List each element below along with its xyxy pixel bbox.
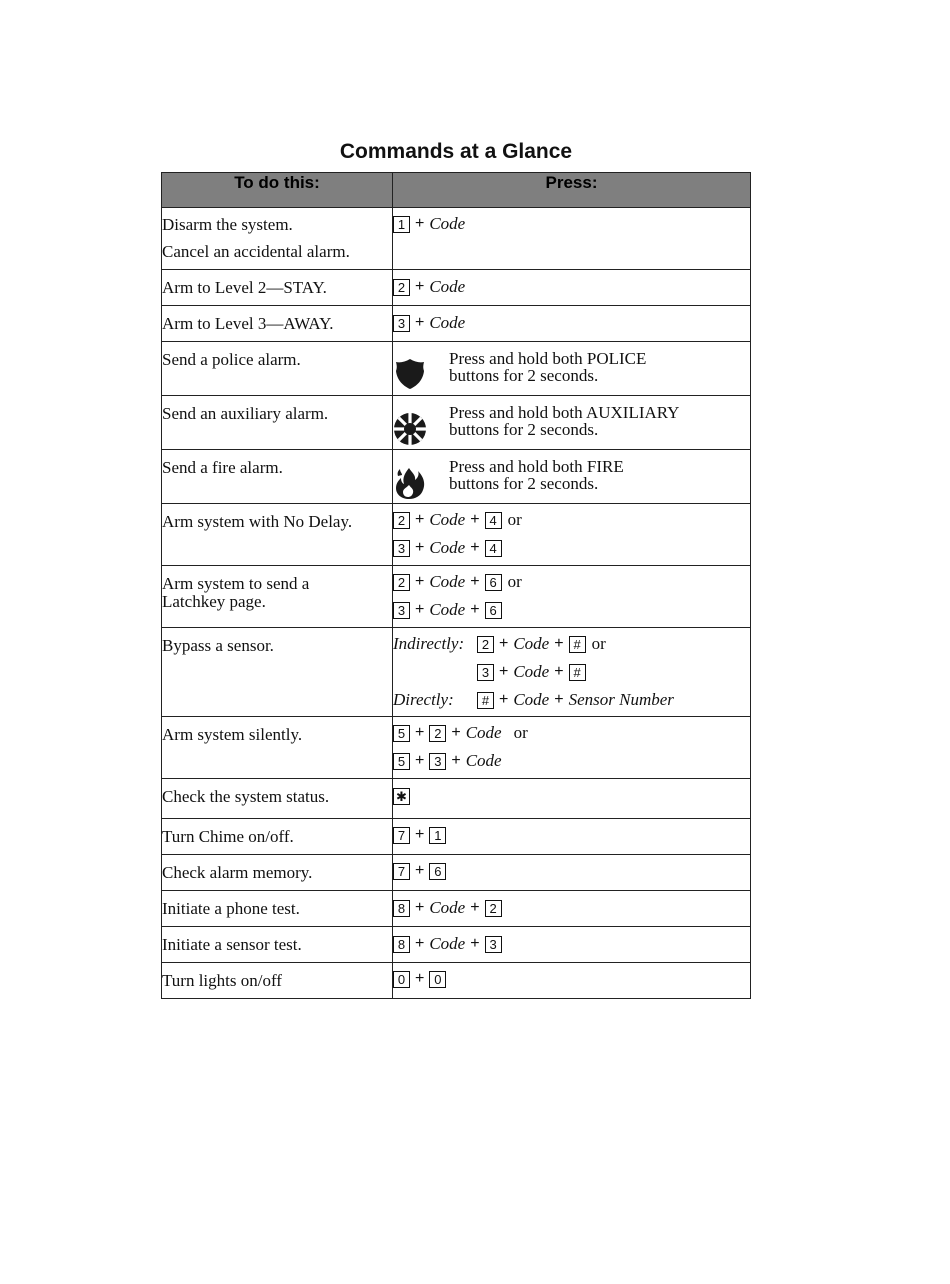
code-term: Code xyxy=(429,277,466,296)
police-badge-icon xyxy=(393,358,427,390)
sensor-number-term: Sensor Number xyxy=(568,690,674,709)
press-instructions: Press and hold both AUXILIARY buttons for 2 seconds. xyxy=(449,403,680,439)
table-header-row xyxy=(162,173,751,208)
press-sequence: 3 + Code + 6 xyxy=(393,600,750,620)
key-3: 3 xyxy=(429,753,446,770)
directly-label: Directly: xyxy=(393,690,454,709)
press-cell xyxy=(393,208,751,270)
press-sequence: Indirectly: 2 + Code + # or xyxy=(393,634,606,653)
press-cell xyxy=(393,855,751,891)
code-term: Code xyxy=(429,313,466,332)
press-sequence: 5 + 2 + Code or xyxy=(393,723,750,743)
key-1: 1 xyxy=(429,827,446,844)
press-sequence: Directly: # + Code + Sensor Number xyxy=(393,690,674,709)
table-row xyxy=(162,927,751,963)
press-sequence: 2 + Code xyxy=(393,277,750,297)
action-text: Cancel an accidental alarm. xyxy=(162,242,350,261)
key-6: 6 xyxy=(485,602,502,619)
press-cell xyxy=(393,342,751,396)
action-text: Send an auxiliary alarm. xyxy=(162,404,329,423)
table-row xyxy=(162,717,751,779)
action-text: Initiate a phone test. xyxy=(162,899,300,918)
press-cell xyxy=(393,927,751,963)
key-6: 6 xyxy=(485,574,502,591)
action-cell xyxy=(162,270,393,306)
press-cell xyxy=(393,306,751,342)
press-cell xyxy=(393,891,751,927)
press-cell xyxy=(393,270,751,306)
key-6: 6 xyxy=(429,863,446,880)
press-sequence: 3 + Code xyxy=(393,313,750,333)
column-header-press: Press: xyxy=(393,173,751,208)
press-sequence: 7 + 1 xyxy=(393,826,750,844)
table-row xyxy=(162,566,751,628)
action-text: Latchkey page. xyxy=(162,592,266,611)
action-cell xyxy=(162,819,393,855)
key-4: 4 xyxy=(485,512,502,529)
key-2: 2 xyxy=(485,900,502,917)
press-cell xyxy=(393,717,751,779)
key-3: 3 xyxy=(393,540,410,557)
table-row xyxy=(162,779,751,819)
action-cell xyxy=(162,717,393,779)
key-3: 3 xyxy=(393,315,410,332)
action-text: Send a fire alarm. xyxy=(162,458,283,477)
action-text: Arm to Level 3—AWAY. xyxy=(162,314,334,333)
key-2: 2 xyxy=(429,725,446,742)
key-3: 3 xyxy=(485,936,502,953)
action-cell xyxy=(162,450,393,504)
indirectly-label: Indirectly: xyxy=(393,634,465,653)
action-text: Turn lights on/off xyxy=(162,971,282,990)
press-instructions: Press and hold both POLICE buttons for 2 seconds. xyxy=(449,349,647,385)
key-2: 2 xyxy=(393,279,410,296)
action-text: Disarm the system. xyxy=(162,215,293,234)
code-term: Code xyxy=(429,214,466,233)
press-sequence: 0 + 0 xyxy=(393,970,750,988)
key-star: ✱ xyxy=(393,788,410,805)
table-row xyxy=(162,891,751,927)
action-cell xyxy=(162,566,393,628)
key-pound: # xyxy=(477,692,494,709)
press-cell xyxy=(393,396,751,450)
key-4: 4 xyxy=(485,540,502,557)
action-cell xyxy=(162,891,393,927)
action-text: Turn Chime on/off. xyxy=(162,827,294,846)
press-sequence: 3 + Code + # xyxy=(393,662,750,682)
press-sequence: 8 + Code + 2 xyxy=(393,898,750,918)
key-0: 0 xyxy=(429,971,446,988)
press-sequence: 2 + Code + 4 or xyxy=(393,510,750,530)
key-2: 2 xyxy=(477,636,494,653)
action-cell xyxy=(162,342,393,396)
action-text: Bypass a sensor. xyxy=(162,636,274,655)
key-5: 5 xyxy=(393,753,410,770)
auxiliary-cross-icon xyxy=(393,412,427,446)
action-cell xyxy=(162,306,393,342)
press-cell xyxy=(393,628,751,717)
press-sequence: 5 + 3 + Code xyxy=(393,751,750,771)
press-sequence: 1 + Code xyxy=(393,214,750,234)
table-row xyxy=(162,396,751,450)
key-pound: # xyxy=(569,636,586,653)
action-text: Check the system status. xyxy=(162,787,330,806)
key-1: 1 xyxy=(393,216,410,233)
action-text: Arm system silently. xyxy=(162,725,303,744)
page-title: Commands at a Glance xyxy=(339,140,573,163)
press-cell xyxy=(393,504,751,566)
key-pound: # xyxy=(569,664,586,681)
press-sequence xyxy=(393,788,750,805)
column-header-action: To do this: xyxy=(162,173,393,208)
key-8: 8 xyxy=(393,936,410,953)
press-sequence: 3 + Code + 4 xyxy=(393,538,750,558)
fire-flame-icon xyxy=(393,466,427,500)
action-cell xyxy=(162,927,393,963)
key-8: 8 xyxy=(393,900,410,917)
action-text: Check alarm memory. xyxy=(162,863,313,882)
press-cell xyxy=(393,450,751,504)
press-sequence: 7 + 6 xyxy=(393,862,750,880)
key-5: 5 xyxy=(393,725,410,742)
action-text: Arm system with No Delay. xyxy=(162,512,353,531)
table-row xyxy=(162,819,751,855)
action-cell xyxy=(162,208,393,270)
table-row xyxy=(162,628,751,717)
press-cell xyxy=(393,963,751,999)
key-0: 0 xyxy=(393,971,410,988)
press-cell xyxy=(393,819,751,855)
table-row xyxy=(162,208,751,270)
press-sequence: 2 + Code + 6 or xyxy=(393,572,750,592)
table-row xyxy=(162,270,751,306)
press-cell xyxy=(393,779,751,819)
key-2: 2 xyxy=(393,512,410,529)
action-text: Send a police alarm. xyxy=(162,350,301,369)
action-cell xyxy=(162,963,393,999)
table-row xyxy=(162,855,751,891)
commands-table xyxy=(161,172,751,999)
action-text: Arm to Level 2—STAY. xyxy=(162,278,327,297)
action-cell xyxy=(162,396,393,450)
action-text: Initiate a sensor test. xyxy=(162,935,302,954)
action-cell xyxy=(162,855,393,891)
press-instructions: Press and hold both FIRE buttons for 2 seconds. xyxy=(449,457,624,493)
key-2: 2 xyxy=(393,574,410,591)
table-row xyxy=(162,963,751,999)
press-sequence: 8 + Code + 3 xyxy=(393,934,750,954)
key-7: 7 xyxy=(393,863,410,880)
key-7: 7 xyxy=(393,827,410,844)
key-3: 3 xyxy=(393,602,410,619)
action-cell xyxy=(162,504,393,566)
action-text: Arm system to send a xyxy=(162,574,310,593)
table-row xyxy=(162,306,751,342)
key-3: 3 xyxy=(477,664,494,681)
action-cell xyxy=(162,628,393,717)
table-row xyxy=(162,342,751,396)
table-row xyxy=(162,450,751,504)
table-row xyxy=(162,504,751,566)
press-cell xyxy=(393,566,751,628)
action-cell xyxy=(162,779,393,819)
